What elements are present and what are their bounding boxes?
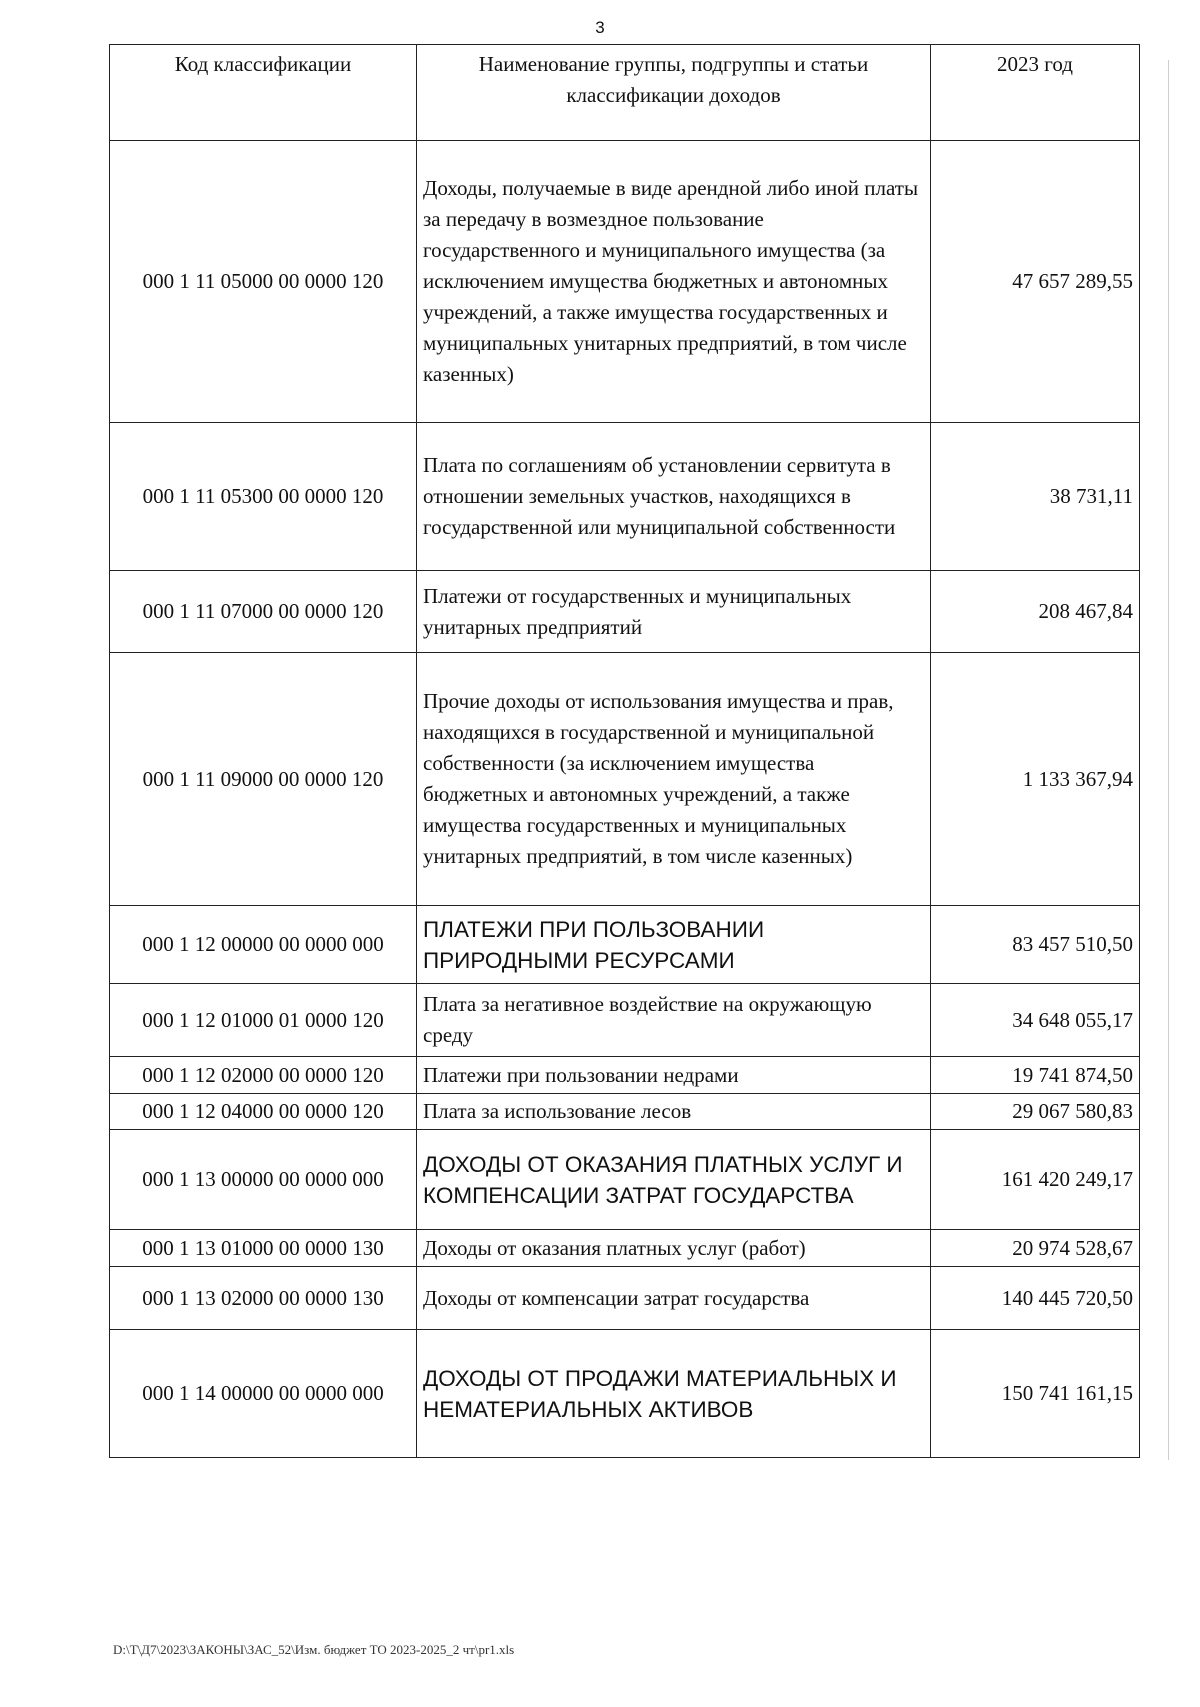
row-name: Доходы от оказания платных услуг (работ) bbox=[417, 1230, 931, 1267]
table-row bbox=[110, 571, 1140, 653]
row-value: 208 467,84 bbox=[931, 571, 1140, 653]
file-path-footer: D:\Т\Д7\2023\ЗАКОНЫ\ЗАС_52\Изм. бюджет ТО 2023-2025_2 чт\pr1.xls bbox=[113, 1642, 515, 1657]
row-name: ПЛАТЕЖИ ПРИ ПОЛЬЗОВАНИИ ПРИРОДНЫМИ РЕСУРСАМИ bbox=[417, 906, 931, 984]
header-code: Код классификации bbox=[110, 45, 417, 141]
table-row bbox=[110, 423, 1140, 571]
table-row bbox=[110, 1330, 1140, 1458]
row-value: 161 420 249,17 bbox=[931, 1130, 1140, 1230]
page-number: 3 bbox=[595, 18, 605, 37]
row-name: Плата за негативное воздействие на окружающую среду bbox=[417, 984, 931, 1057]
table-header-row bbox=[110, 45, 1140, 141]
row-value: 20 974 528,67 bbox=[931, 1230, 1140, 1267]
row-value: 83 457 510,50 bbox=[931, 906, 1140, 984]
row-code: 000 1 12 02000 00 0000 120 bbox=[110, 1057, 417, 1094]
row-value: 150 741 161,15 bbox=[931, 1330, 1140, 1458]
row-name: Плата за использование лесов bbox=[417, 1094, 931, 1130]
row-name: Платежи при пользовании недрами bbox=[417, 1057, 931, 1094]
table-row bbox=[110, 906, 1140, 984]
table-row bbox=[110, 1094, 1140, 1130]
row-value: 38 731,11 bbox=[931, 423, 1140, 571]
table-row bbox=[110, 1057, 1140, 1094]
row-name: ДОХОДЫ ОТ ПРОДАЖИ МАТЕРИАЛЬНЫХ И НЕМАТЕРИАЛЬНЫХ АКТИВОВ bbox=[417, 1330, 931, 1458]
row-value: 19 741 874,50 bbox=[931, 1057, 1140, 1094]
row-name: Доходы, получаемые в виде арендной либо иной платы за передачу в возмездное пользование государственного и муниципального имущества (за исключением имущества бюджетных и автономных учреждений, а также имущества государственных и муниципальных унитарных предприятий, в том числе казенных) bbox=[417, 141, 931, 423]
row-code: 000 1 14 00000 00 0000 000 bbox=[110, 1330, 417, 1458]
row-code: 000 1 11 09000 00 0000 120 bbox=[110, 653, 417, 906]
row-name: Платежи от государственных и муниципальных унитарных предприятий bbox=[417, 571, 931, 653]
header-name: Наименование группы, подгруппы и статьи классификации доходов bbox=[417, 45, 931, 141]
row-code: 000 1 11 07000 00 0000 120 bbox=[110, 571, 417, 653]
row-name: Плата по соглашениям об установлении сервитута в отношении земельных участков, находящихся в государственной или муниципальной собственности bbox=[417, 423, 931, 571]
table-row bbox=[110, 984, 1140, 1057]
table-row bbox=[110, 1130, 1140, 1230]
row-name: Доходы от компенсации затрат государства bbox=[417, 1267, 931, 1330]
revenue-table bbox=[109, 44, 1140, 1458]
row-value: 1 133 367,94 bbox=[931, 653, 1140, 906]
row-value: 29 067 580,83 bbox=[931, 1094, 1140, 1130]
table-row bbox=[110, 1267, 1140, 1330]
table-row bbox=[110, 1230, 1140, 1267]
row-value: 47 657 289,55 bbox=[931, 141, 1140, 423]
row-code: 000 1 13 02000 00 0000 130 bbox=[110, 1267, 417, 1330]
row-value: 140 445 720,50 bbox=[931, 1267, 1140, 1330]
header-year: 2023 год bbox=[931, 45, 1140, 141]
row-code: 000 1 12 04000 00 0000 120 bbox=[110, 1094, 417, 1130]
row-code: 000 1 13 01000 00 0000 130 bbox=[110, 1230, 417, 1267]
row-code: 000 1 11 05000 00 0000 120 bbox=[110, 141, 417, 423]
row-code: 000 1 12 00000 00 0000 000 bbox=[110, 906, 417, 984]
table-row bbox=[110, 653, 1140, 906]
row-code: 000 1 12 01000 01 0000 120 bbox=[110, 984, 417, 1057]
row-name: Прочие доходы от использования имущества и прав, находящихся в государственной и муниципальной собственности (за исключением имущества бюджетных и автономных учреждений, а также имущества государственных и муниципальных унитарных предприятий, в том числе казенных) bbox=[417, 653, 931, 906]
scan-edge-line bbox=[1168, 60, 1169, 1460]
row-name: ДОХОДЫ ОТ ОКАЗАНИЯ ПЛАТНЫХ УСЛУГ И КОМПЕНСАЦИИ ЗАТРАТ ГОСУДАРСТВА bbox=[417, 1130, 931, 1230]
row-value: 34 648 055,17 bbox=[931, 984, 1140, 1057]
table-row bbox=[110, 141, 1140, 423]
row-code: 000 1 13 00000 00 0000 000 bbox=[110, 1130, 417, 1230]
row-code: 000 1 11 05300 00 0000 120 bbox=[110, 423, 417, 571]
